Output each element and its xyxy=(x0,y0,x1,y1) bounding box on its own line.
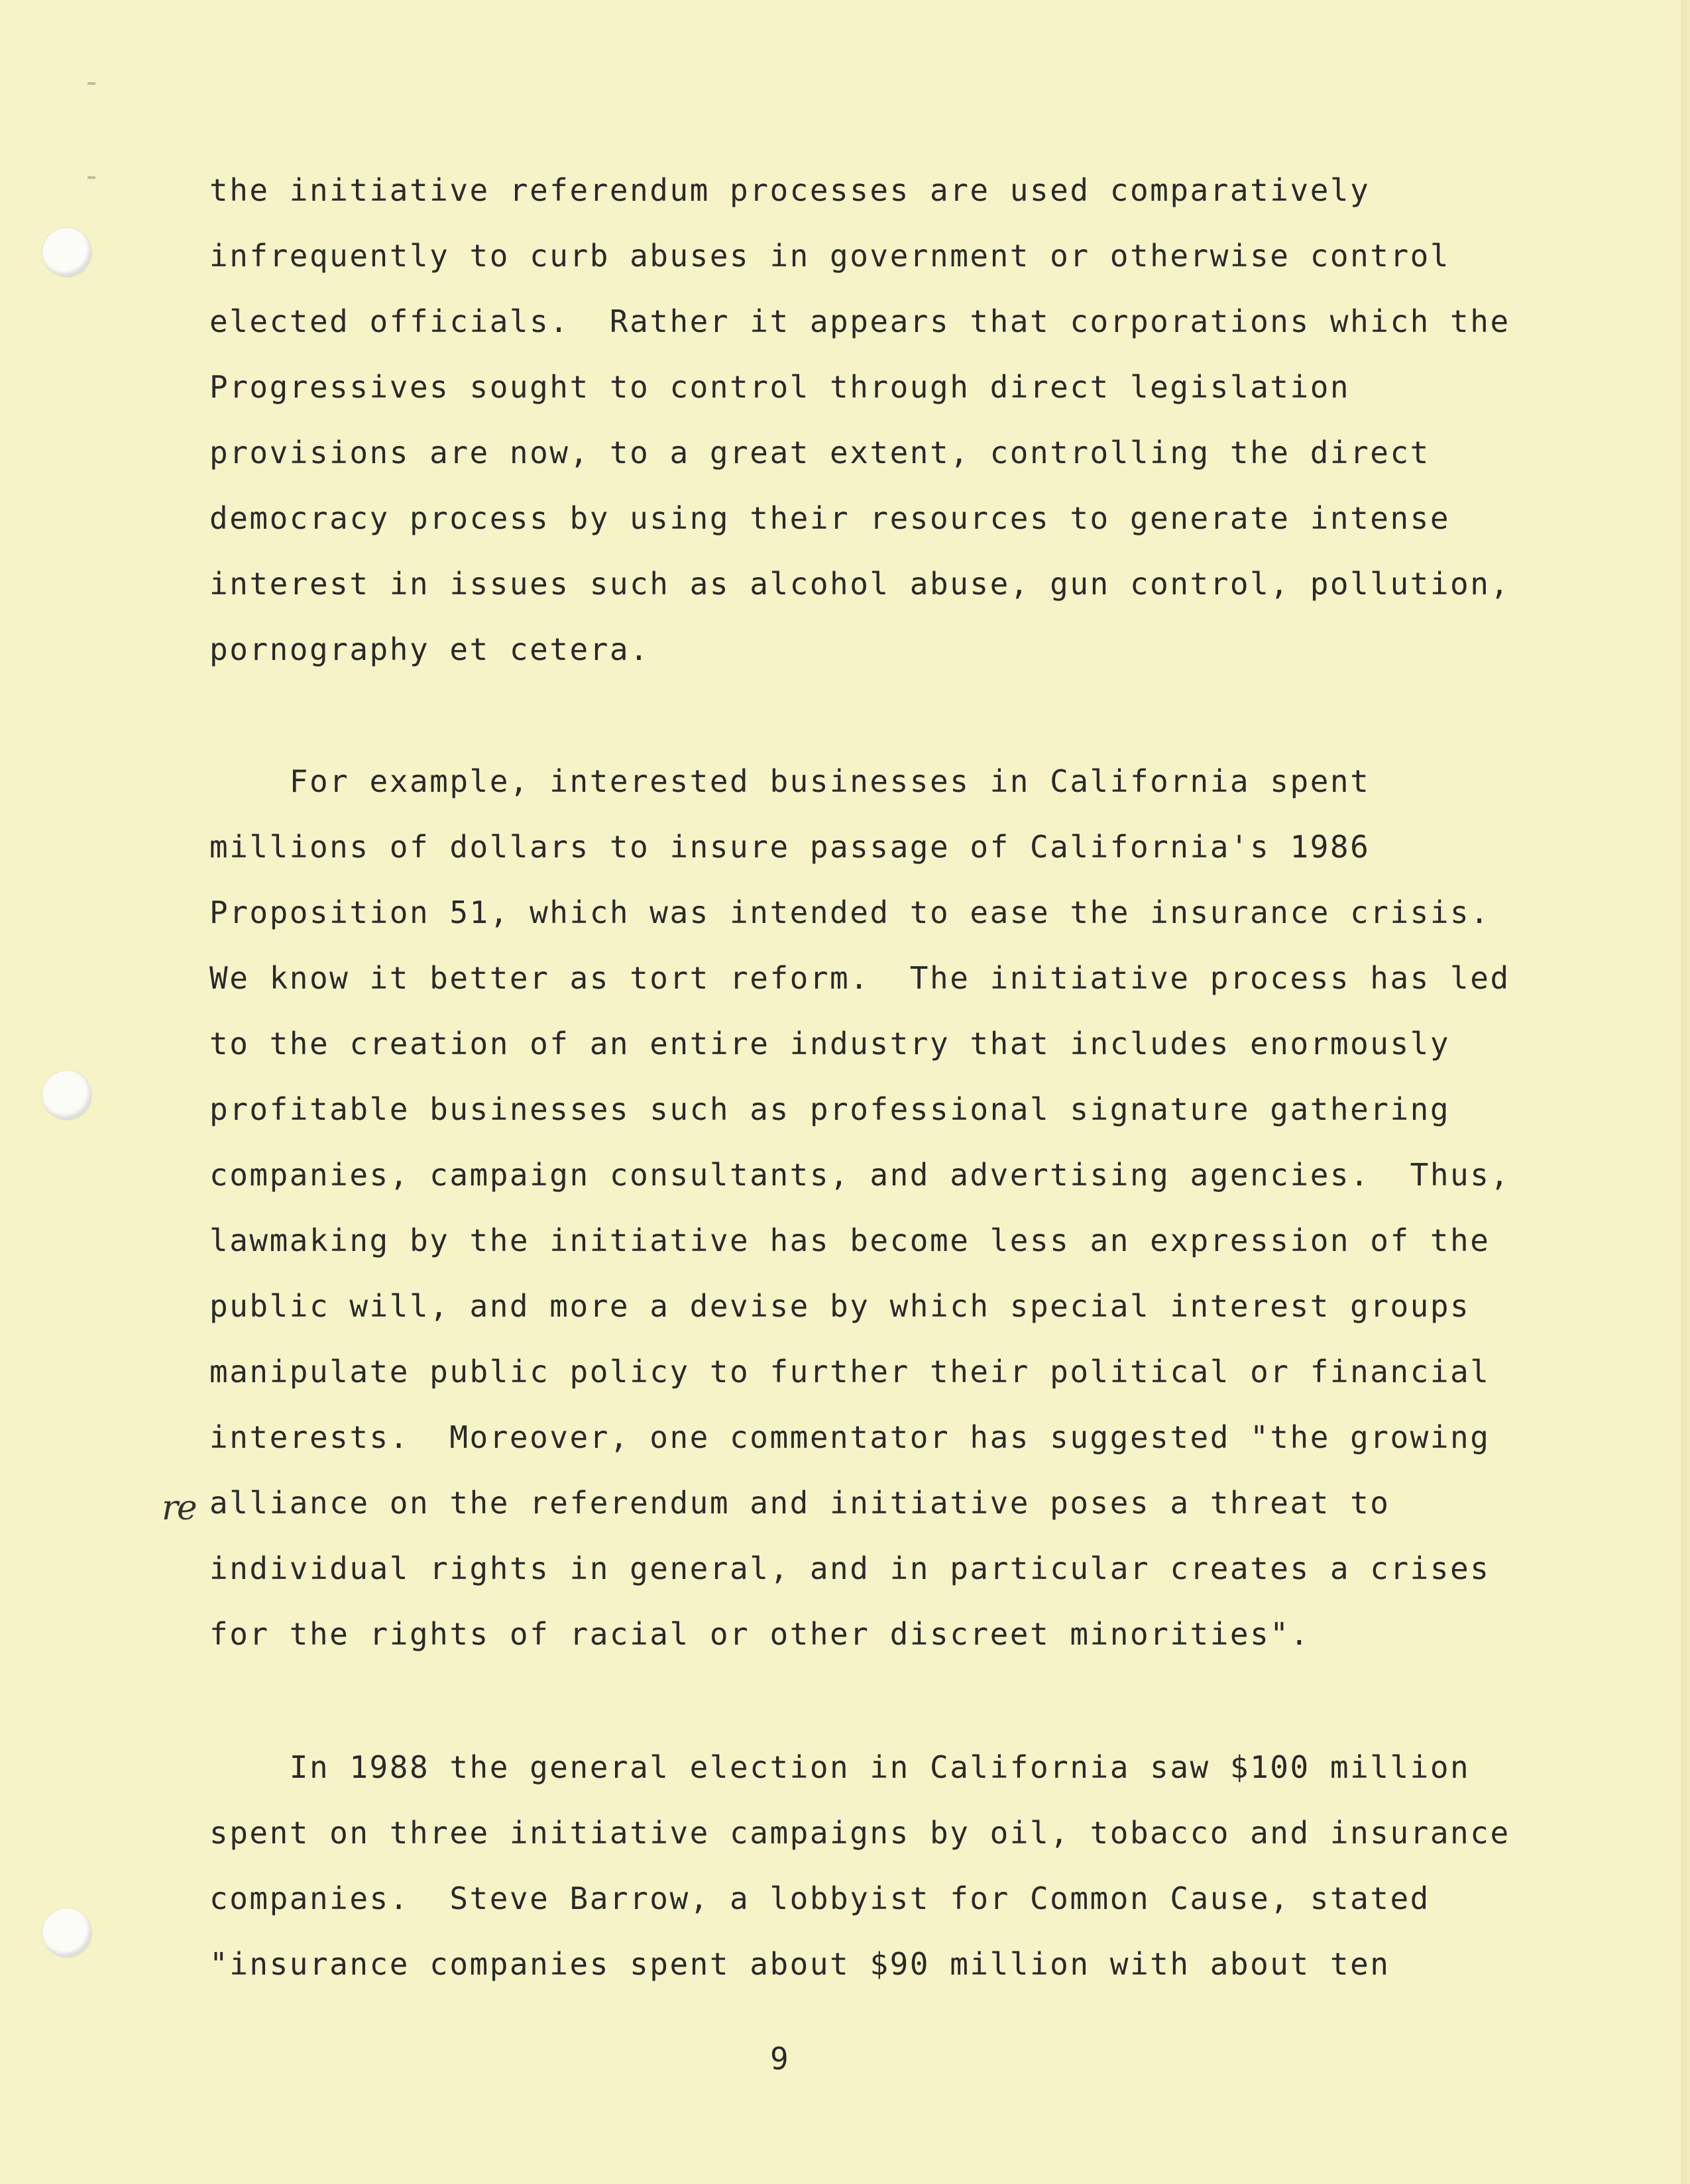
paragraph-start-line: For example, interested businesses in California spent xyxy=(209,763,1371,799)
text-line: "insurance companies spent about $90 million with about ten xyxy=(209,1946,1390,1982)
page-edge-shadow xyxy=(1681,0,1690,2184)
text-line: Progressives sought to control through direct legislation xyxy=(209,369,1351,405)
text-line: lawmaking by the initiative has become less an expression of the xyxy=(209,1223,1491,1258)
binder-hole-bottom xyxy=(42,1908,91,1957)
text-line: provisions are now, to a great extent, controlling the direct xyxy=(209,435,1430,470)
text-line: interests. Moreover, one commentator has suggested "the growing xyxy=(209,1419,1491,1455)
binder-hole-top xyxy=(42,228,91,277)
text-line: individual rights in general, and in particular creates a crises xyxy=(209,1551,1491,1586)
text-line: democracy process by using their resources to generate intense xyxy=(209,500,1451,536)
paper-speck xyxy=(87,82,95,85)
text-line: elected officials. Rather it appears that corporations which the xyxy=(209,303,1510,339)
text-line: millions of dollars to insure passage of California's 1986 xyxy=(209,829,1371,865)
handwritten-annotation: re xyxy=(162,1488,196,1528)
text-line: profitable businesses such as professional signature gathering xyxy=(209,1091,1451,1127)
text-line: companies. Steve Barrow, a lobbyist for Common Cause, stated xyxy=(209,1881,1430,1916)
paragraph-start-line: In 1988 the general election in California saw $100 million xyxy=(209,1749,1471,1785)
text-line: the initiative referendum processes are used comparatively xyxy=(209,172,1371,208)
binder-hole-middle xyxy=(42,1071,91,1120)
text-line: manipulate public policy to further their political or financial xyxy=(209,1354,1491,1390)
text-line: companies, campaign consultants, and advertising agencies. Thus, xyxy=(209,1157,1510,1193)
text-line: alliance on the referendum and initiative poses a threat to xyxy=(209,1485,1390,1521)
text-line: interest in issues such as alcohol abuse, gun control, pollution, xyxy=(209,566,1510,602)
text-line: for the rights of racial or other discreet minorities". xyxy=(209,1616,1310,1652)
text-line: infrequently to curb abuses in government or otherwise control xyxy=(209,238,1451,274)
text-line: Proposition 51, which was intended to ease the insurance crisis. xyxy=(209,895,1491,930)
text-line: to the creation of an entire industry that includes enormously xyxy=(209,1026,1451,1062)
text-line: pornography et cetera. xyxy=(209,631,650,667)
paper-speck xyxy=(87,176,95,179)
text-line: spent on three initiative campaigns by oil, tobacco and insurance xyxy=(209,1815,1510,1851)
text-line: We know it better as tort reform. The initiative process has led xyxy=(209,960,1510,996)
text-line: public will, and more a devise by which special interest groups xyxy=(209,1288,1471,1324)
page-number: 9 xyxy=(770,2041,789,2077)
